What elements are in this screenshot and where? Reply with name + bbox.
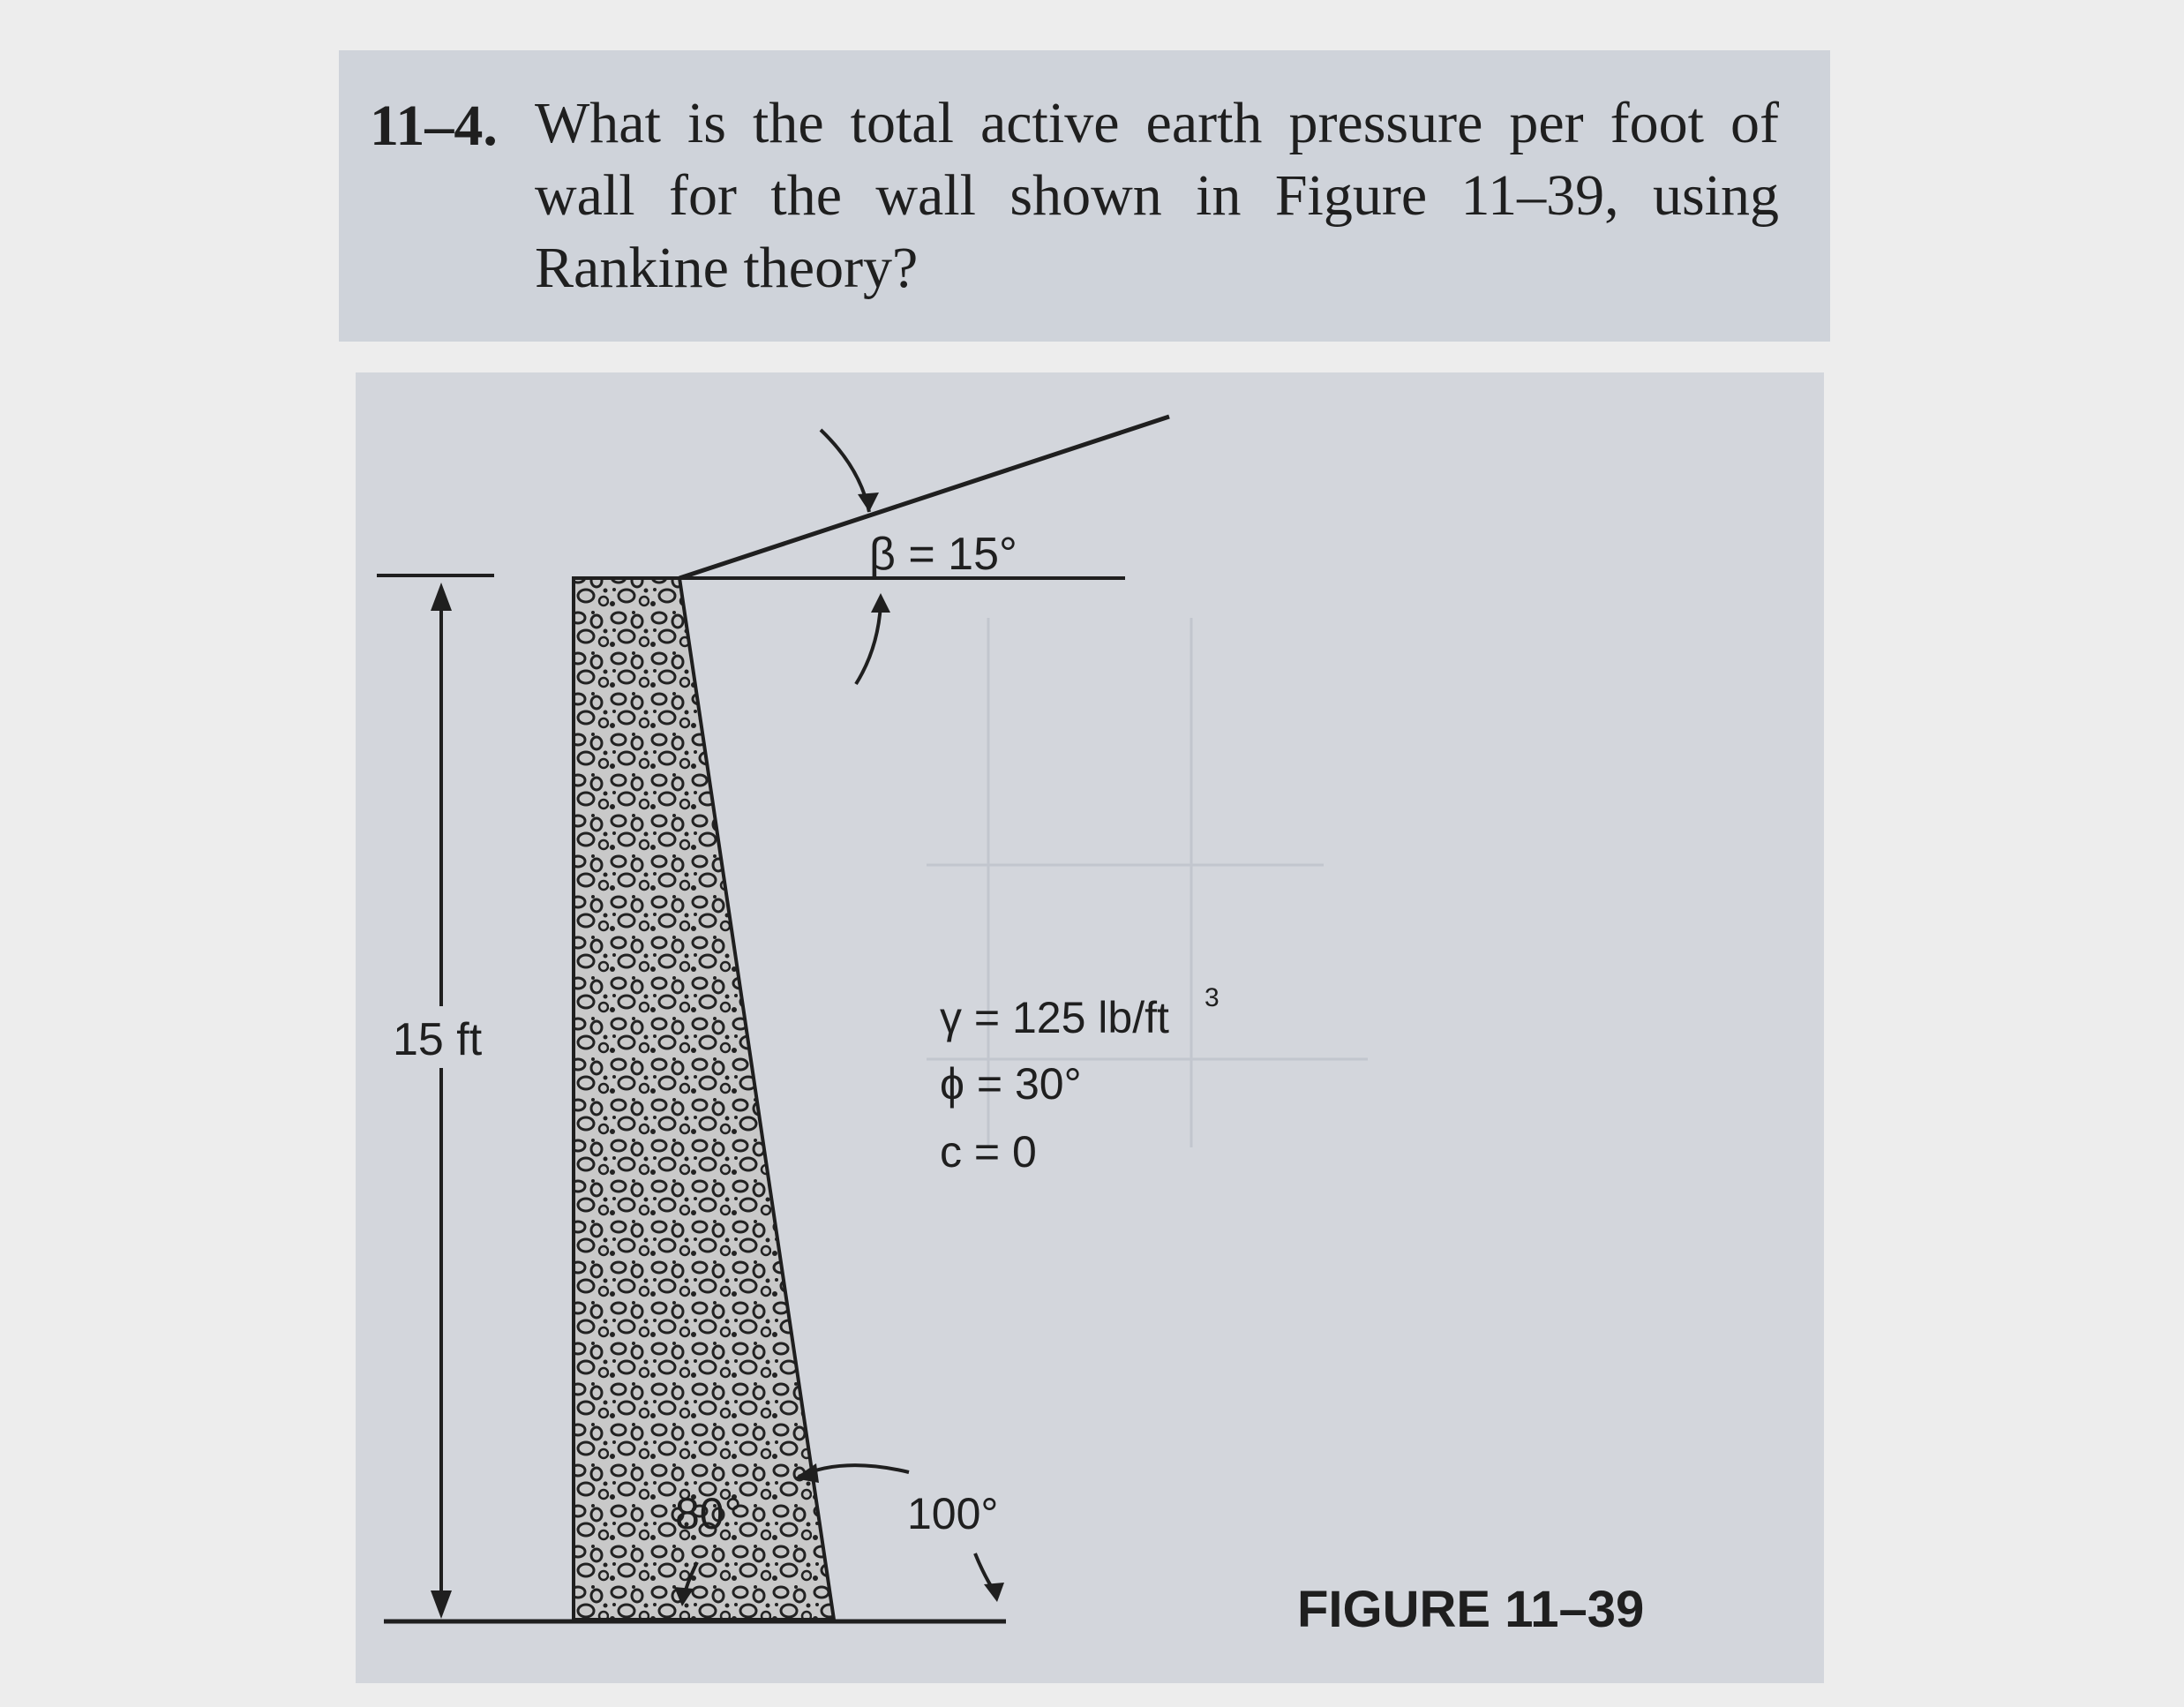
- retaining-wall: [574, 578, 834, 1620]
- unit-weight-exponent: 3: [1205, 983, 1220, 1012]
- beta-arc-bottom: [856, 605, 881, 684]
- height-label: 15 ft: [393, 1014, 483, 1065]
- beta-arrowhead-top: [858, 493, 879, 512]
- height-arrowhead-bottom: [431, 1590, 452, 1619]
- figure-caption: FIGURE 11–39: [1297, 1581, 1645, 1638]
- angle-80-label: 80°: [675, 1489, 742, 1538]
- problem-text: What is the total active earth pressure per foot of wall for the wall shown in Figure 11–39, using Rankine theory?: [535, 91, 1779, 300]
- beta-label: β = 15°: [869, 529, 1017, 580]
- angle-100-arrowhead: [984, 1583, 1004, 1602]
- problem-number: 11–4.: [370, 94, 498, 158]
- friction-angle-label: ϕ = 30°: [940, 1059, 1082, 1109]
- angle-100-label: 100°: [907, 1489, 999, 1538]
- beta-arrowhead-bottom: [871, 593, 890, 613]
- height-arrowhead-top: [431, 583, 452, 611]
- unit-weight-label: γ = 125 lb/ft: [940, 993, 1169, 1042]
- cohesion-label: c = 0: [940, 1127, 1037, 1177]
